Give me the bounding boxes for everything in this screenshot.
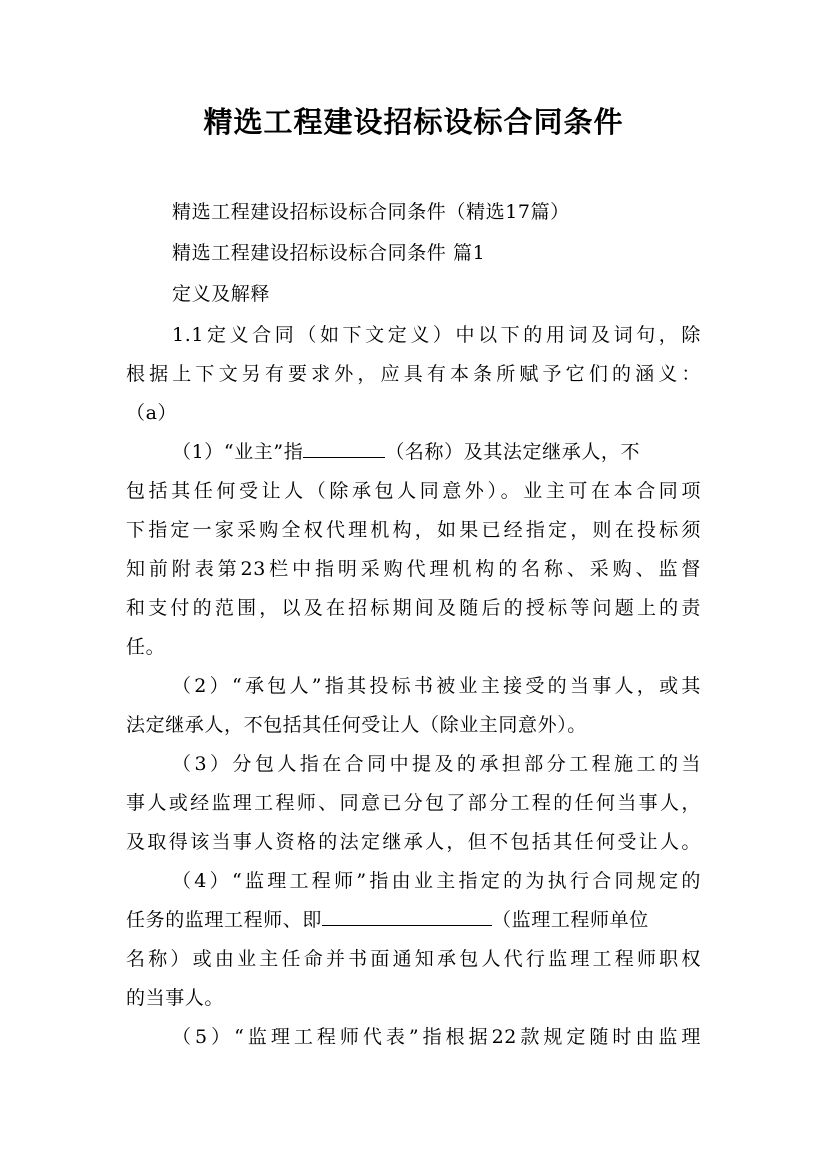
section-heading: 精选工程建设招标设标合同条件 篇1 xyxy=(172,242,486,264)
clause-1-prefix: （1）“业主”指 xyxy=(172,441,304,463)
clause-1-suffix: （名称）及其法定继承人，不 xyxy=(385,441,641,463)
paragraph-line: （2）“承包人”指其投标书被业主接受的当事人，或其 xyxy=(172,675,701,697)
paragraph-line: 任。 xyxy=(126,636,166,658)
paragraph-line: 事人或经监理工程师、同意已分包了部分工程的任何当事人， xyxy=(126,792,701,814)
paragraph-line: 法定继承人，不包括其任何受让人（除业主同意外）。 xyxy=(126,714,587,736)
clause-4-prefix: 任务的监理工程师、即 xyxy=(126,909,323,931)
paragraph-line: 的当事人。 xyxy=(126,987,225,1009)
paragraph-line: 知前附表第23栏中指明采购代理机构的名称、采购、监督 xyxy=(126,558,701,580)
paragraph-line: （5）“监理工程师代表”指根据22款规定随时由监理 xyxy=(172,1026,701,1048)
paragraph-line: 名称）或由业主任命并书面通知承包人代行监理工程师职权 xyxy=(126,948,701,970)
fill-in-blank xyxy=(303,439,385,458)
paragraph-line: 及取得该当事人资格的法定继承人，但不包括其任何受让人。 xyxy=(126,831,701,853)
paragraph-line: （3）分包人指在合同中提及的承担部分工程施工的当 xyxy=(172,753,701,775)
clause-4-suffix: （监理工程师单位 xyxy=(492,909,649,931)
clause-4-second-line xyxy=(126,905,701,932)
fill-in-blank xyxy=(322,907,492,926)
definitions-heading: 定义及解释 xyxy=(172,283,271,305)
clause-1-first-line xyxy=(172,437,701,464)
paragraph-line: 包括其任何受让人（除承包人同意外）。业主可在本合同项 xyxy=(126,480,701,502)
paragraph-line: （a） xyxy=(126,402,178,424)
paragraph-line: 根据上下文另有要求外，应具有本条所赋予它们的涵义： xyxy=(126,363,701,385)
subtitle-line: 精选工程建设招标设标合同条件（精选17篇） xyxy=(172,201,570,223)
document-title: 精选工程建设招标设标合同条件 xyxy=(203,105,624,139)
paragraph-line: （4）“监理工程师”指由业主指定的为执行合同规定的 xyxy=(172,870,701,892)
paragraph-line: 1.1定义合同（如下文定义）中以下的用词及词句，除 xyxy=(172,324,701,346)
paragraph-line: 和支付的范围，以及在招标期间及随后的授标等问题上的责 xyxy=(126,597,701,619)
paragraph-line: 下指定一家采购全权代理机构，如果已经指定，则在投标须 xyxy=(126,519,701,541)
